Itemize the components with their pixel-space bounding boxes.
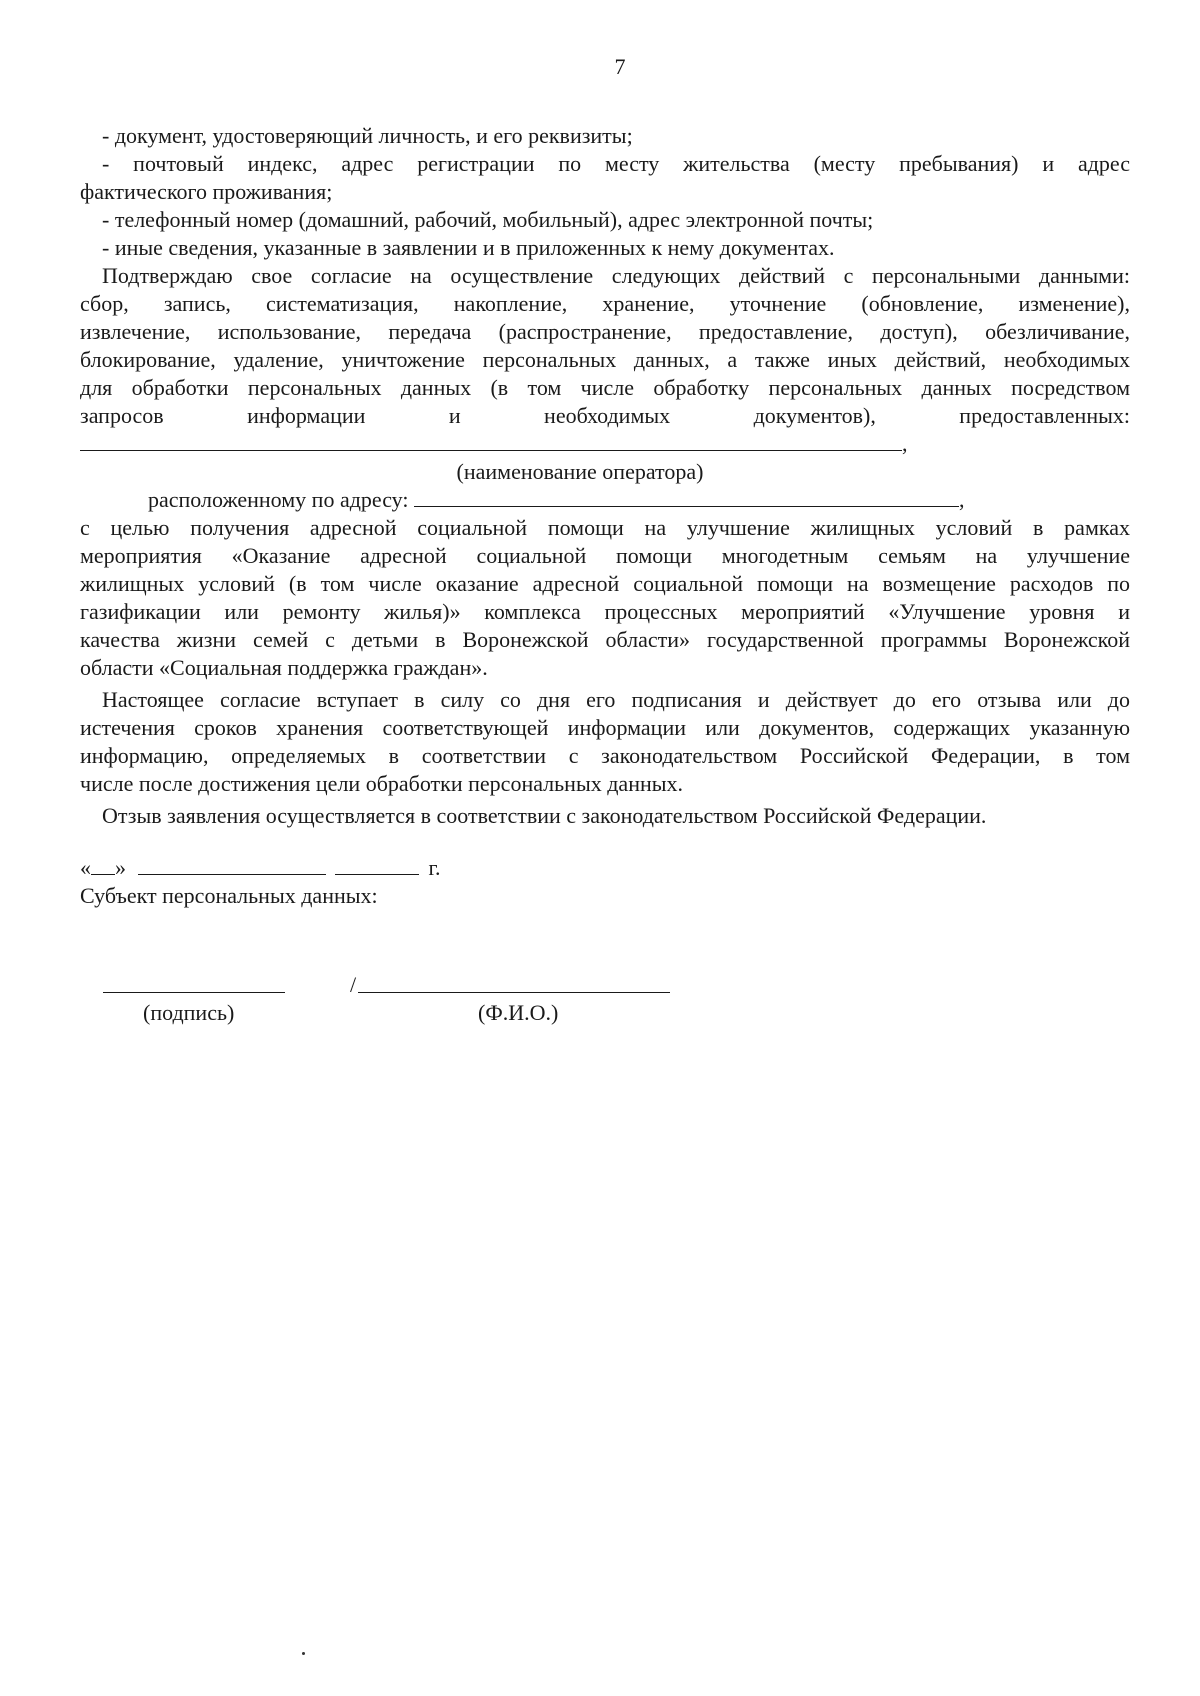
- date-row: [80, 854, 1130, 882]
- page-number: 7: [614, 54, 626, 79]
- list-item-continuation: фактического проживания;: [80, 179, 333, 204]
- consent-line: сбор, запись, систематизация, накопление, хранение, уточнение (обновление, изменение),: [80, 291, 1130, 316]
- fio-caption: (Ф.И.О.): [478, 1000, 559, 1025]
- list-item: - документ, удостоверяющий личность, и его реквизиты;: [102, 123, 633, 148]
- validity-paragraph: [80, 686, 1130, 798]
- signature-slash: /: [350, 972, 357, 997]
- validity-line: числе после достижения цели обработки персональных данных.: [80, 771, 684, 796]
- comma: ,: [959, 487, 965, 512]
- list-item: - иные сведения, указанные в заявлении и в приложенных к нему документах.: [102, 235, 835, 260]
- fio-field[interactable]: [358, 972, 670, 993]
- date-month-field[interactable]: [138, 854, 326, 875]
- consent-line: блокирование, удаление, уничтожение персональных данных, а также иных действий, необходимых: [80, 347, 1130, 372]
- operator-address-field[interactable]: [414, 486, 959, 507]
- purpose-line: области «Социальная поддержка граждан».: [80, 655, 488, 680]
- consent-line: запросов информации и необходимых документов), предоставленных:: [80, 403, 1130, 428]
- consent-line: для обработки персональных данных (в том числе обработку персональных данных посредством: [80, 375, 1130, 400]
- operator-caption: (наименование оператора): [456, 459, 704, 484]
- purpose-line: с целью получения адресной социальной помощи на улучшение жилищных условий в рамках: [80, 515, 1130, 540]
- consent-line: Подтверждаю свое согласие на осуществление следующих действий с персональными данными:: [102, 263, 1130, 288]
- signature-field[interactable]: [103, 972, 285, 993]
- comma: ,: [902, 431, 908, 456]
- operator-blank-row: [80, 430, 1130, 458]
- purpose-line: качества жизни семей с детьми в Воронежской области» государственной программы Воронежской: [80, 627, 1130, 652]
- address-row: [80, 486, 1130, 514]
- date-year-suffix: г.: [428, 855, 441, 880]
- list-item: - телефонный номер (домашний, рабочий, мобильный), адрес электронной почты;: [102, 207, 874, 232]
- address-label: расположенному по адресу:: [148, 487, 409, 512]
- validity-line: Настоящее согласие вступает в силу со дня его подписания и действует до его отзыва или до: [102, 687, 1130, 712]
- stray-dot-mark: [302, 1652, 305, 1655]
- personal-data-list: [80, 122, 1130, 262]
- purpose-line: газификации или ремонту жилья)» комплекса процессных мероприятий «Улучшение уровня и: [80, 599, 1130, 624]
- subject-label: Субъект персональных данных:: [80, 883, 378, 908]
- date-year-field[interactable]: [335, 854, 419, 875]
- validity-line: информацию, определяемых в соответствии с законодательством Российской Федерации, в том: [80, 743, 1130, 768]
- list-item: - почтовый индекс, адрес регистрации по месту жительства (месту пребывания) и адрес: [102, 151, 1130, 176]
- document-body: [80, 122, 1130, 910]
- validity-line: истечения сроков хранения соответствующей информации или документов, содержащих указанную: [80, 715, 1130, 740]
- date-day-field[interactable]: [91, 854, 115, 875]
- operator-name-field[interactable]: [80, 430, 902, 451]
- consent-line: извлечение, использование, передача (распространение, предоставление, доступ), обезличивание,: [80, 319, 1130, 344]
- purpose-line: мероприятия «Оказание адресной социальной помощи многодетным семьям на улучшение: [80, 543, 1130, 568]
- consent-paragraph: [80, 262, 1130, 430]
- purpose-line: жилищных условий (в том числе оказание адресной социальной помощи на возмещение расходов по: [80, 571, 1130, 596]
- revocation-text: Отзыв заявления осуществляется в соответствии с законодательством Российской Федерации.: [102, 803, 987, 828]
- purpose-paragraph: [80, 514, 1130, 682]
- date-open-quote: «: [80, 855, 91, 880]
- date-close-quote: »: [115, 855, 126, 880]
- signature-caption: (подпись): [143, 1000, 235, 1025]
